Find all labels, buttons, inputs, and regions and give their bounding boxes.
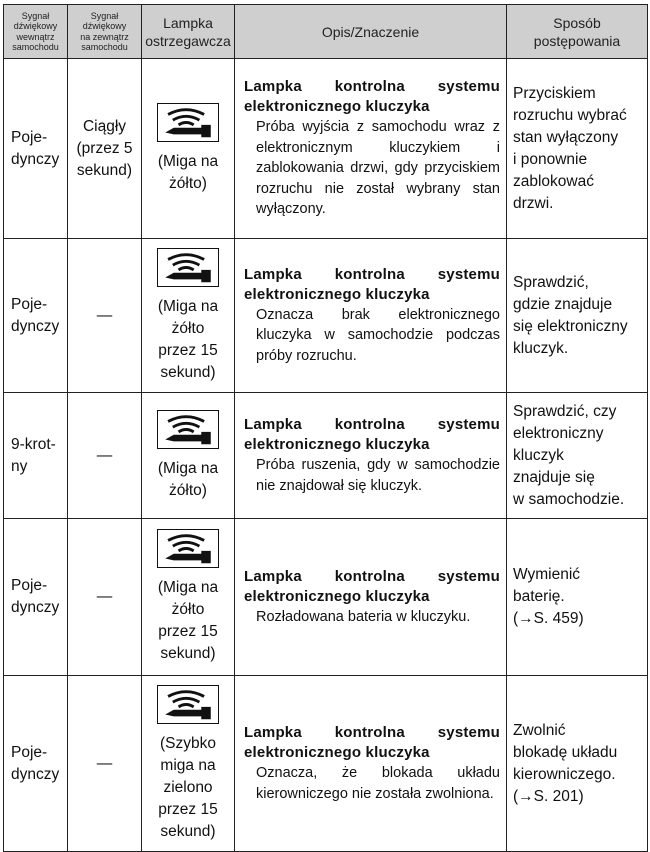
description-text: Oznacza, że blokada układu kierowniczego nie została zwolniona. (256, 765, 500, 802)
internal-buzzer-cell: Poje- dynczy (4, 676, 68, 852)
table-row (4, 676, 648, 852)
description-title: Lampka kontrolna systemu elektronicznego kluczyka (244, 724, 500, 761)
internal-buzzer-cell: Poje- dynczy (4, 239, 68, 393)
warning-light-note: (Szybko miga na zielono przez 15 sekund) (158, 734, 218, 840)
smart-key-warning-icon (157, 410, 219, 449)
description-cell (235, 393, 507, 519)
smart-key-warning-icon (157, 248, 219, 287)
internal-buzzer-cell: Poje- dynczy (4, 59, 68, 239)
header-row (4, 5, 648, 59)
smart-key-warning-icon (157, 529, 219, 568)
external-buzzer-cell: Ciągły (przez 5 sekund) (68, 59, 142, 239)
warning-light-cell (142, 519, 235, 676)
warning-light-note: (Miga na żółto przez 15 sekund) (157, 579, 219, 662)
warning-light-cell (142, 676, 235, 852)
description-title: Lampka kontrolna systemu elektronicznego kluczyka (244, 78, 500, 116)
warning-light-note: (Miga na żółto przez 15 sekund) (157, 297, 219, 381)
description-cell (235, 676, 507, 852)
warning-light-cell (142, 59, 235, 239)
description-text: Oznacza brak elektronicznego kluczyka w samochodzie podczas próby rozruchu. (256, 306, 500, 364)
warning-light-note: (Miga na żółto) (157, 459, 219, 499)
warning-light-cell (142, 393, 235, 519)
description-cell (235, 519, 507, 676)
description-text: Próba ruszenia, gdy w samochodzie nie znajdował się kluczyk. (256, 457, 500, 494)
action-cell: Zwolnić blokadę układu kierowniczego. (→S. 201) (507, 676, 648, 852)
table-row (4, 239, 648, 393)
action-cell: Przyciskiem rozruchu wybrać stan wyłączony i ponownie zablokować drzwi. (507, 59, 648, 239)
warning-table (3, 4, 648, 852)
table-row (4, 393, 648, 519)
internal-buzzer-cell: Poje- dynczy (4, 519, 68, 676)
smart-key-warning-icon (157, 103, 219, 142)
table-row (4, 519, 648, 676)
external-buzzer-cell: — (68, 239, 142, 393)
description-text: Próba wyjścia z samochodu wraz z elektronicznym kluczykiem i zablokowania drzwi, gdy przyciskiem rozruchu nie został wybrany stan wyłączony. (256, 119, 500, 218)
action-cell: Sprawdzić, gdzie znajduje się elektroniczny kluczyk. (507, 239, 648, 393)
description-title: Lampka kontrolna systemu elektronicznego kluczyka (244, 416, 500, 453)
description-cell (235, 239, 507, 393)
header-external-buzzer: Sygnał dźwiękowy na zewnątrz samochodu (68, 5, 142, 59)
external-buzzer-cell: — (68, 519, 142, 676)
table-row (4, 59, 648, 239)
action-cell: Wymienić baterię. (→S. 459) (507, 519, 648, 676)
header-action: Sposób postępowania (507, 5, 648, 59)
external-buzzer-cell: — (68, 676, 142, 852)
external-buzzer-cell: — (68, 393, 142, 519)
description-text: Rozładowana bateria w kluczyku. (256, 608, 471, 625)
action-cell: Sprawdzić, czy elektroniczny kluczyk znajduje się w samochodzie. (507, 393, 648, 519)
description-cell (235, 59, 507, 239)
header-internal-buzzer: Sygnał dźwiękowy wewnątrz samochodu (4, 5, 68, 59)
header-description: Opis/Znaczenie (235, 5, 507, 59)
warning-light-cell (142, 239, 235, 393)
smart-key-warning-icon (157, 685, 219, 724)
description-title: Lampka kontrolna systemu elektronicznego kluczyka (244, 265, 500, 303)
warning-light-note: (Miga na żółto) (157, 152, 219, 192)
header-warning-light: Lampka ostrzegawcza (142, 5, 235, 59)
description-title: Lampka kontrolna systemu elektronicznego kluczyka (244, 567, 500, 605)
internal-buzzer-cell: 9-krot- ny (4, 393, 68, 519)
